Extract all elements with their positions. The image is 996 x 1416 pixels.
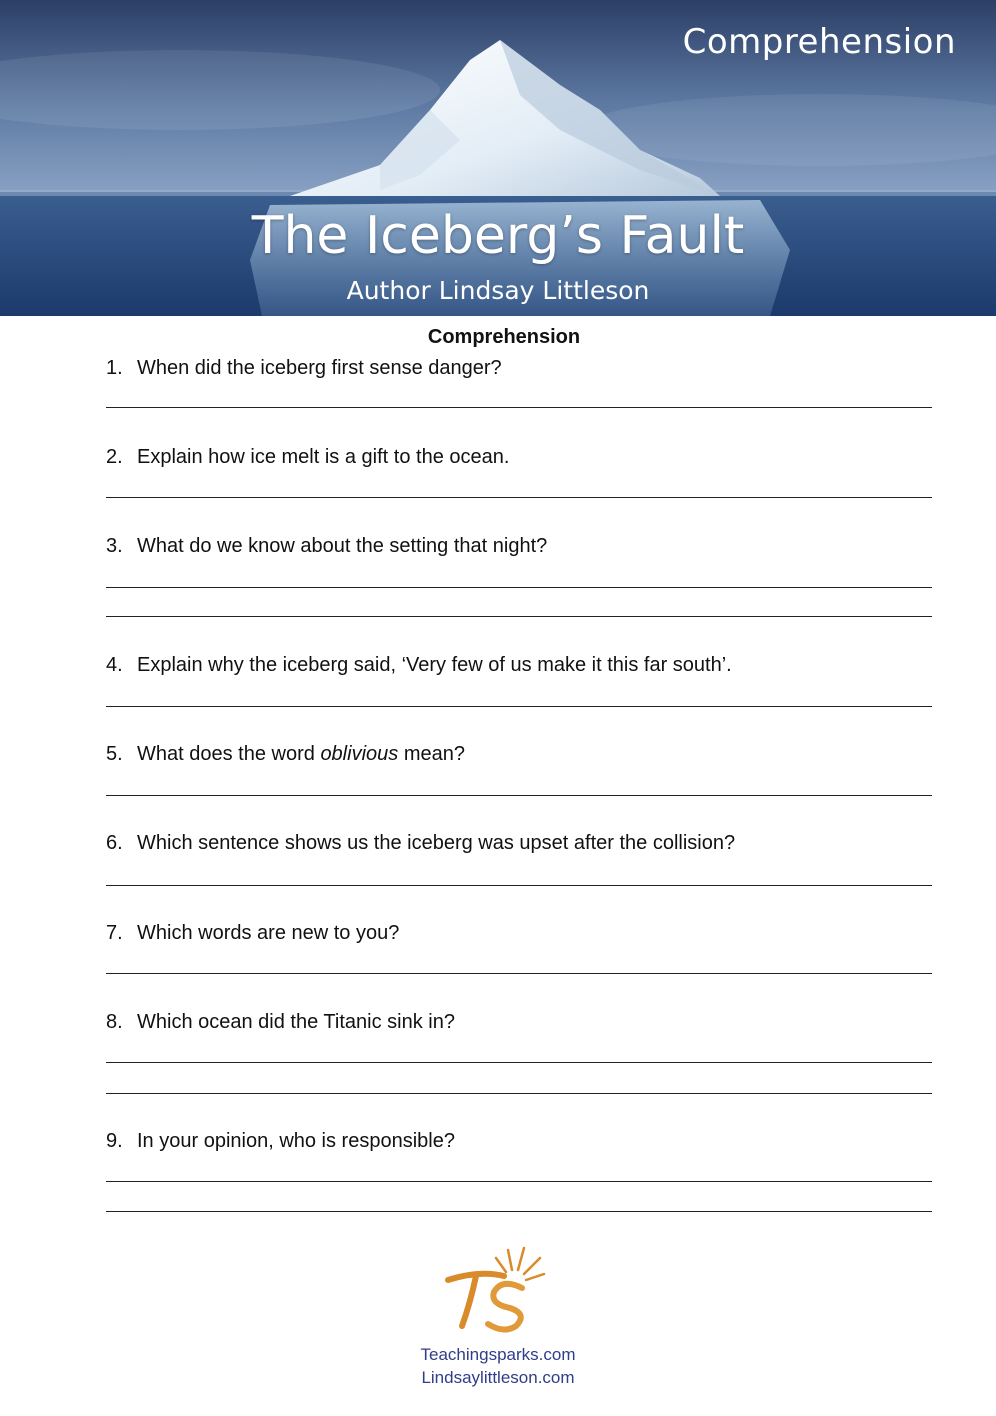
question-text: What do we know about the setting that night? (137, 535, 548, 557)
question-text: Which words are new to you? (137, 922, 400, 944)
answer-line[interactable] (106, 973, 932, 974)
answer-line[interactable] (106, 795, 932, 796)
story-author: Author Lindsay Littleson (346, 276, 650, 305)
question-4 (106, 654, 732, 677)
question-text-end: mean? (398, 743, 465, 765)
question-number: 6. (106, 832, 123, 854)
banner-section-label: Comprehension (682, 22, 956, 62)
answer-line[interactable] (106, 706, 932, 707)
header-banner (0, 0, 996, 316)
question-number: 3. (106, 535, 123, 557)
question-number: 5. (106, 743, 123, 765)
question-8 (106, 1011, 455, 1034)
answer-line[interactable] (106, 1093, 932, 1094)
answer-line[interactable] (106, 497, 932, 498)
question-text: Which ocean did the Titanic sink in? (137, 1011, 455, 1033)
answer-line[interactable] (106, 587, 932, 588)
answer-line[interactable] (106, 616, 932, 617)
footer-link-teachingsparks[interactable]: Teachingsparks.com (420, 1345, 576, 1364)
question-number: 2. (106, 446, 123, 468)
question-number: 7. (106, 922, 123, 944)
question-number: 1. (106, 357, 123, 379)
question-5 (106, 743, 465, 766)
question-number: 4. (106, 654, 123, 676)
section-heading: Comprehension (427, 326, 581, 348)
question-6 (106, 832, 735, 855)
question-text: Which sentence shows us the iceberg was upset after the collision? (137, 832, 736, 854)
question-text: In your opinion, who is responsible? (137, 1130, 455, 1152)
answer-line[interactable] (106, 407, 932, 408)
answer-line[interactable] (106, 1211, 932, 1212)
question-text-start: What does the word (137, 743, 321, 765)
teachingsparks-logo-icon (440, 1244, 550, 1336)
question-1 (106, 357, 502, 380)
question-text: When did the iceberg first sense danger? (137, 357, 502, 379)
question-9 (106, 1130, 455, 1153)
question-number: 8. (106, 1011, 123, 1033)
story-title: The Iceberg’s Fault (251, 206, 745, 266)
question-7 (106, 922, 399, 945)
question-text: Explain why the iceberg said, ‘Very few of us make it this far south’. (137, 654, 732, 676)
question-text: Explain how ice melt is a gift to the ocean. (137, 446, 510, 468)
question-keyword: oblivious (320, 743, 399, 765)
answer-line[interactable] (106, 1062, 932, 1063)
answer-line[interactable] (106, 1181, 932, 1182)
question-number: 9. (106, 1130, 123, 1152)
question-2 (106, 446, 509, 469)
footer-link-lindsaylittleson[interactable]: Lindsaylittleson.com (421, 1368, 575, 1387)
answer-line[interactable] (106, 885, 932, 886)
question-3 (106, 535, 547, 558)
